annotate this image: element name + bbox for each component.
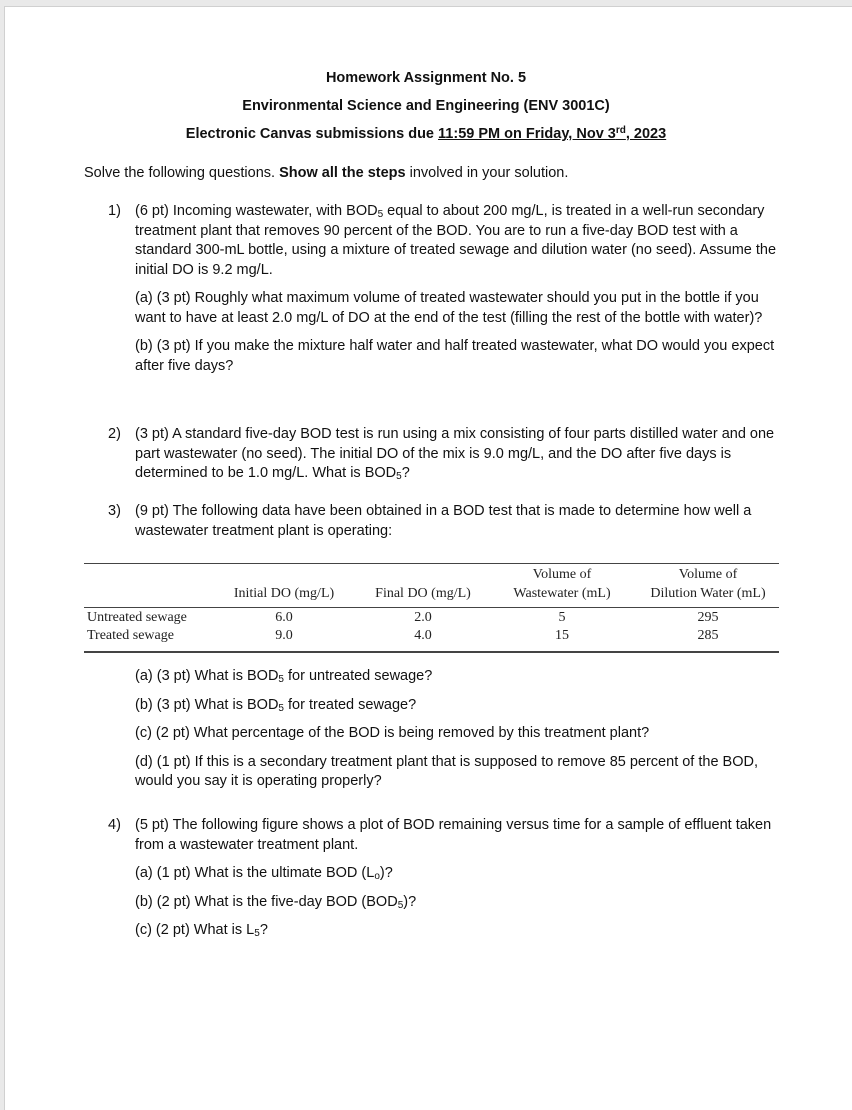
header-volume-ww-2: Wastewater (mL): [513, 586, 611, 601]
question-3c: (c) (2 pt) What percentage of the BOD is being removed by this treatment plant?: [135, 725, 650, 741]
question-text: (3 pt) A standard five-day BOD test is run using a mix consisting of four parts distilled water and one part wastewater (no seed). The initial DO of the mix is 9.0 mg/L, and the DO after five days is determined to be 1.0 mg/L. What is $BOD_5$?: [135, 426, 775, 482]
table-cell: 6.0: [275, 610, 293, 625]
course-name: Environmental Science and Engineering (ENV 3001C): [242, 98, 610, 114]
table-rule-mid: [84, 607, 779, 608]
question-2: [108, 425, 788, 484]
question-number: 4): [108, 817, 121, 833]
header-volume-dil-1: Volume of: [678, 567, 738, 582]
header-volume-ww-1: Volume of: [532, 567, 592, 582]
question-3a: (a) (3 pt) What is $BOD_5$ for untreated sewage?: [135, 668, 433, 685]
header-final-do: Final DO (mg/L): [375, 586, 471, 601]
question-text: (6 pt) Incoming wastewater, with $BOD_5$ equal to about 200 mg/L, is treated in a well-run secondary treatment plant that removes 90 percent of the BOD. You are to run a five-day BOD test with a standard 300-mL bottle, using a mixture of treated sewage and dilution water (no seed). Assume the initial DO is 9.2 mg/L.: [135, 203, 777, 278]
question-3b: (b) (3 pt) What is $BOD_5$ for treated sewage?: [135, 696, 417, 714]
question-1a: (a) (3 pt) Roughly what maximum volume of treated wastewater should you put in the bottle if you want to have at least 2.0 mg/L of DO at the end of the test (filling the rest of the bottle with water)?: [135, 290, 763, 326]
question-4: [108, 816, 788, 941]
table-cell: 15: [555, 628, 569, 643]
question-text: (5 pt) The following figure shows a plot of BOD remaining versus time for a sample of effluent taken from a wastewater treatment plant.: [135, 817, 772, 853]
question-number: 3): [108, 503, 121, 519]
table-row-label: Untreated sewage: [87, 610, 187, 625]
question-4c: (c) (2 pt) What is $L_5$?: [135, 922, 268, 939]
question-3: [108, 502, 788, 541]
question-text: (9 pt) The following data have been obtained in a BOD test that is made to determine how well a wastewater treatment plant is operating:: [135, 503, 752, 539]
question-1: [108, 202, 788, 376]
table-rule-top: [84, 563, 779, 564]
question-3d: (d) (1 pt) If this is a secondary treatment plant that is supposed to remove 85 percent of the BOD, would you say it is operating properly?: [135, 753, 759, 789]
table-cell: 2.0: [414, 610, 432, 625]
question-1b: (b) (3 pt) If you make the mixture half water and half treated wastewater, what DO would you expect after five days?: [135, 338, 775, 374]
table-cell: 9.0: [275, 628, 293, 643]
due-date: 11:59 PM on Friday, Nov 3rd, 2023: [438, 125, 667, 142]
due-line: Electronic Canvas submissions due 11:59 PM on Friday, Nov 3rd, 2023: [185, 125, 667, 142]
question-number: 2): [108, 426, 121, 442]
instructions: Solve the following questions. Show all the steps involved in your solution.: [84, 165, 569, 181]
table-cell: 4.0: [414, 628, 432, 643]
table-cell: 5: [558, 610, 566, 625]
table-rule-bottom: [84, 651, 779, 653]
question-4b: (b) (2 pt) What is the five-day BOD $(BOD_5)$?: [135, 893, 417, 911]
table-row-label: Treated sewage: [87, 628, 174, 643]
header-volume-dil-2: Dilution Water (mL): [650, 586, 766, 601]
question-number: 1): [108, 203, 121, 219]
question-3-parts: [108, 667, 788, 792]
header-initial-do: Initial DO (mg/L): [233, 586, 335, 601]
assignment-title: Homework Assignment No. 5: [325, 70, 527, 86]
question-4a: (a) (1 pt) What is the ultimate BOD $(L_o)$?: [135, 865, 393, 882]
table-cell: 295: [697, 610, 719, 625]
table-cell: 285: [697, 628, 719, 643]
